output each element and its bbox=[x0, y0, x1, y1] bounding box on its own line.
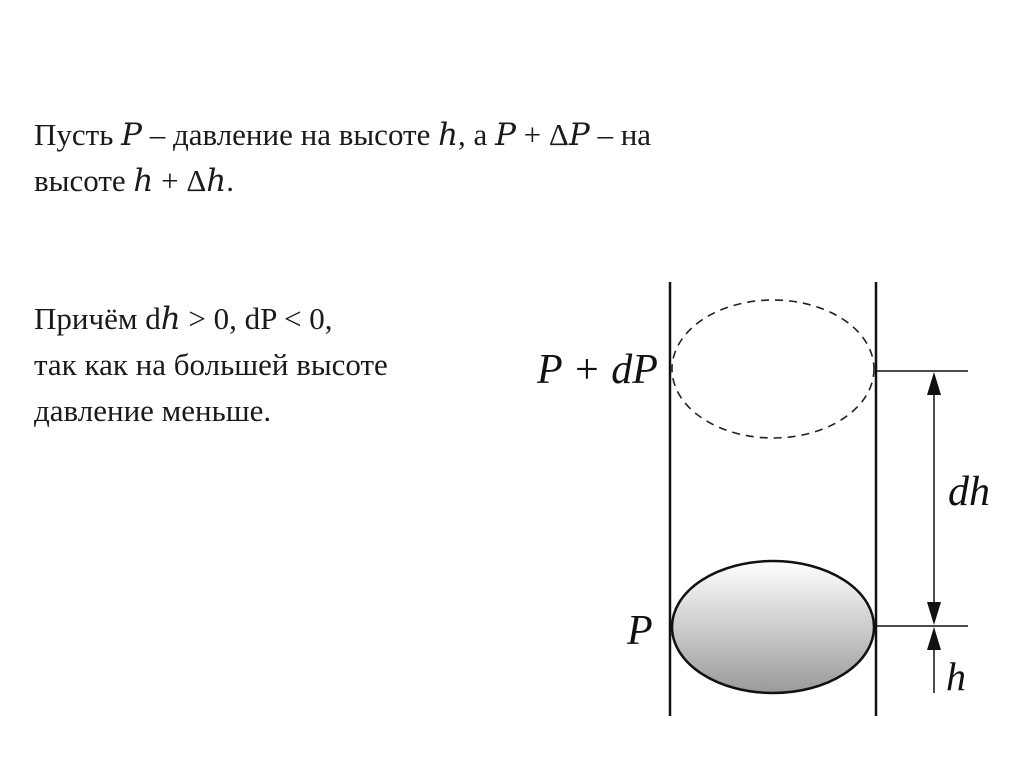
h-arrowhead-up bbox=[927, 627, 941, 650]
label-h: h bbox=[946, 654, 966, 699]
lower-gas-element bbox=[672, 561, 874, 693]
dh-arrowhead-up bbox=[927, 372, 941, 395]
statement-line-1: Пусть 𝑃 – давление на высоте ℎ, а 𝑃 + Δ𝑃 – на bbox=[34, 117, 652, 152]
dh-arrowhead-down bbox=[927, 602, 941, 625]
statement-line-2: высоте ℎ + Δℎ. bbox=[34, 163, 234, 198]
condition-line-2: так как на большей высоте bbox=[34, 347, 388, 382]
condition-line-1: Причём dℎ > 0, dP < 0, bbox=[34, 301, 333, 336]
upper-gas-element bbox=[672, 300, 874, 438]
label-pressure: P bbox=[627, 608, 653, 654]
condition-line-3: давление меньше. bbox=[34, 393, 272, 428]
label-pressure-plus-dp: P + dP bbox=[537, 347, 658, 393]
label-dh: dh bbox=[948, 469, 990, 515]
